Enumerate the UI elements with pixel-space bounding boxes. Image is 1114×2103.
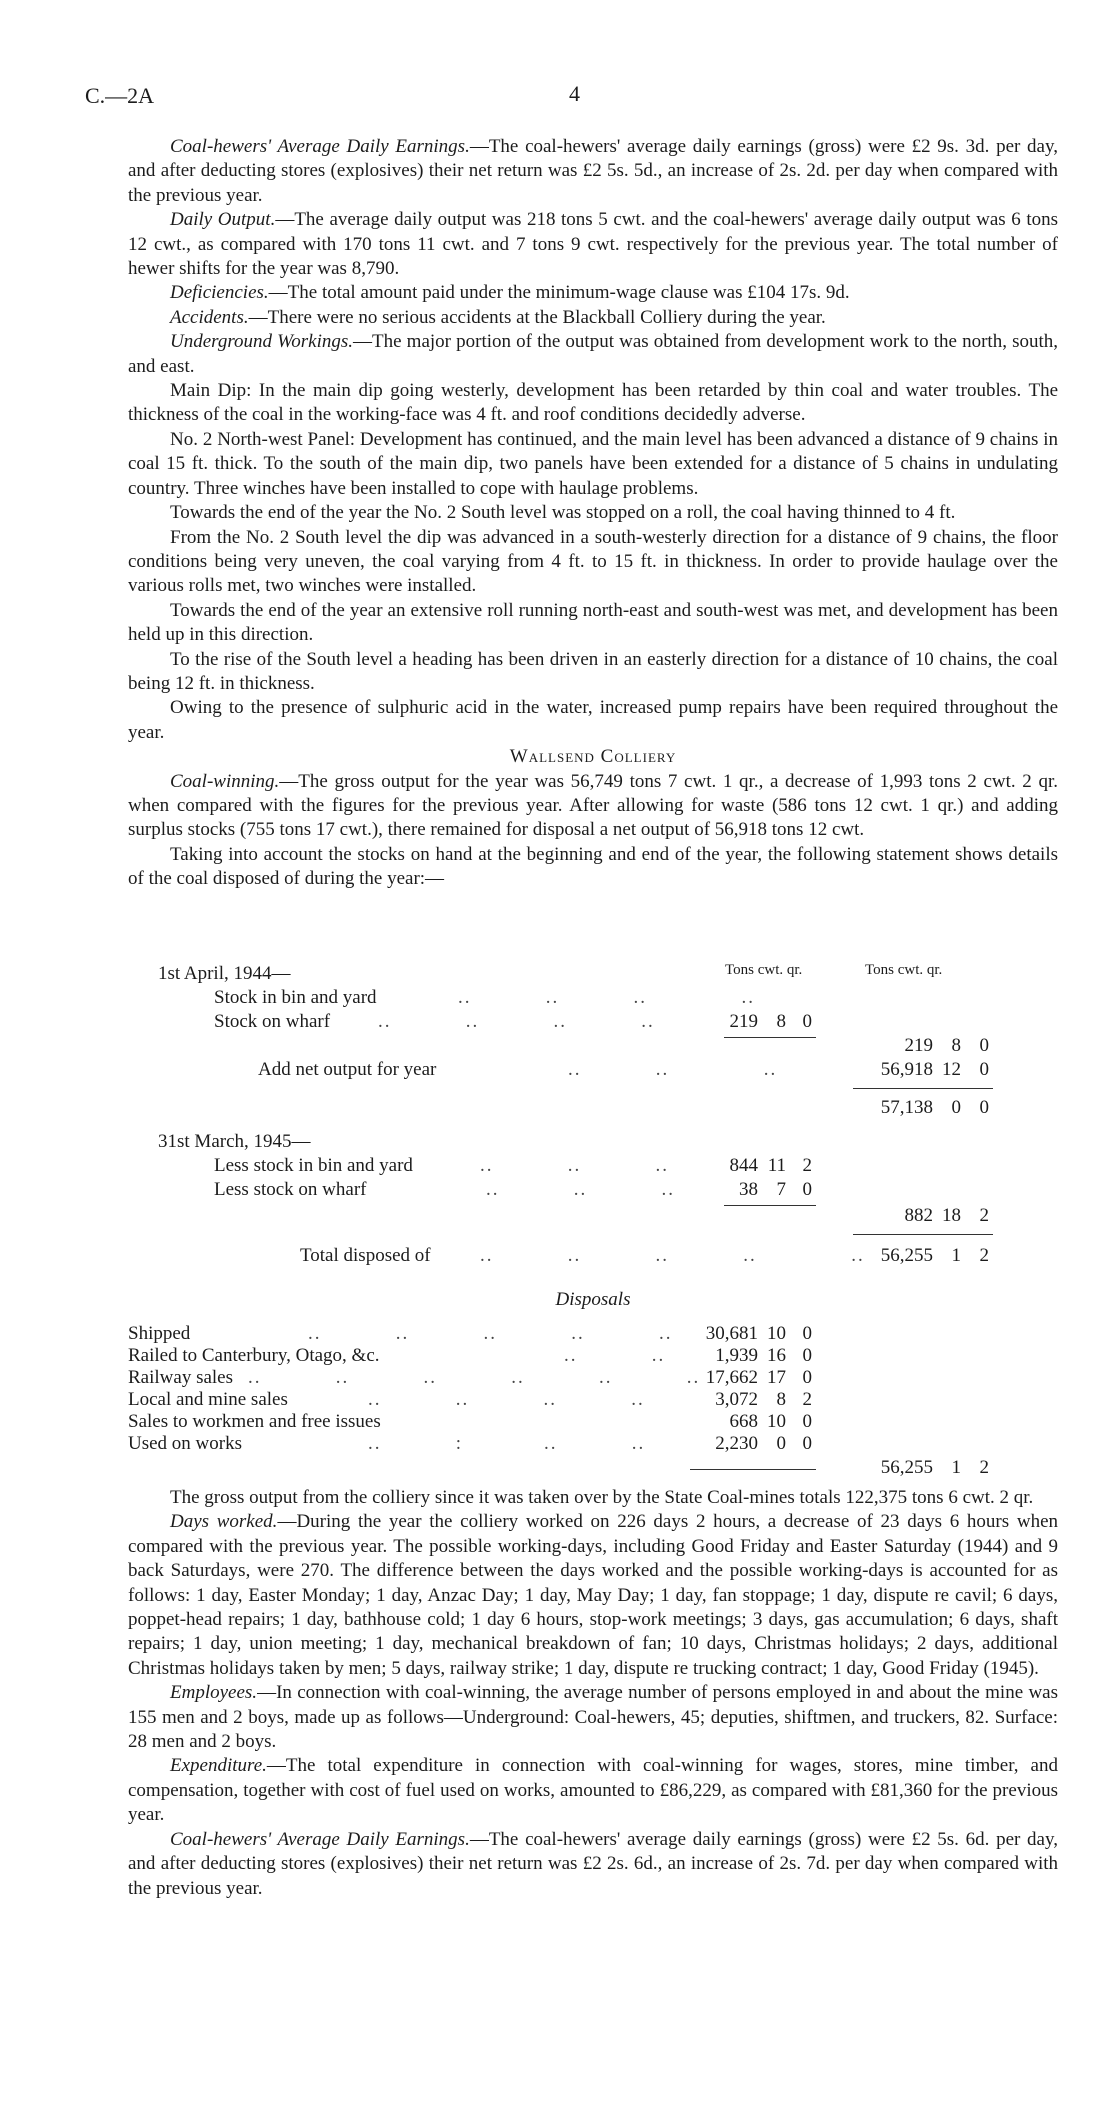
paragraph [128,306,1058,330]
subtotal-rule [724,1205,816,1206]
paragraph-lead: Accidents. [170,306,249,328]
paragraph [128,1828,1058,1901]
subtotal-rule [853,1234,993,1235]
value-tons: 2,230 [715,1433,758,1454]
coal-statement: Tons cwt. qr. Tons cwt. qr. 1st April, 1944— Stock in bin and yard .. .. .. .. Stock on wharf .. .. .. .. 219 8 0 219 8 0 Add net output for year .. .. .. 56,918 12 0 57,138 0 0 31st March, 1945— Less stock in bin and yard .. .. .. 844 11 2 Less stock on wharf .. .. .. 38 7 0 882 18 2 Total disposed of .. .. .. .. .. 56,255 1 2 Disposals Shipped .. .. .. .. .. 30,681 10 0 Railed to Canterbury, Otago, &c. .. .. 1,939 16 0 Railway sales .. .. .. .. .. .. 17,662 17 0 Local and mine sales .. .. .. .. 3,072 8 2 Sales to workmen and free issues 668 10 0 Used on works .. : .. .. 2,230 0 0 [128,958,1058,1453]
disposal-label: Sales to workmen and free issues [128,1411,381,1432]
date-heading: 1st April, 1944— [158,963,291,984]
subtotal-rule [724,1037,816,1038]
paragraph [128,1486,1058,1510]
value-qr: 0 [802,1345,812,1366]
value-tons: 30,681 [705,1323,758,1344]
value-tons: 3,072 [715,1389,758,1410]
paragraph-text: To the rise of the South level a heading has been driven in an easterly direction for a distance of 10 chains, the coal being 12 ft. in thickness. [128,648,1058,694]
paragraph [128,648,1058,697]
value-qr: 0 [802,1433,812,1454]
paragraph-lead: Expenditure. [170,1755,267,1777]
value-cwt: 8 [951,1035,961,1056]
value-cwt: 1 [951,1245,961,1266]
paragraph-text: —The average daily output was 218 tons 5 cwt. and the coal-hewers' average daily output was 6 tons 12 cwt., as compared with 170 tons 11 cwt. and 7 tons 9 cwt. respectively for the previous year. The total number of hewer shifts for the year was 8,790. [128,209,1058,280]
paragraph-lead: Coal-hewers' Average Daily Earnings. [170,136,470,157]
value-qr: 0 [979,1059,989,1080]
paragraph-text: —The coal-hewers' average daily earnings (gross) were £2 9s. 3d. per day, and after deducting stores (explosives) their net return was £2 5s. 5d., an increase of 2s. 2d. per day when compared with the previous year. [128,136,1058,206]
disposal-label: Railed to Canterbury, Otago, &c. [128,1345,380,1366]
value-qr: 2 [802,1389,812,1410]
value-qr: 0 [802,1323,812,1344]
subtotal-rule [690,1469,816,1470]
column-header: Tons cwt. qr. [725,962,803,978]
value-tons: 882 [904,1205,933,1226]
paragraph-text: No. 2 North-west Panel: Development has continued, and the main level has been advanced a distance of 9 chains in coal 15 ft. thick. To the south of the main dip, two panels have been extended for a distance of 5 chains in undulating country. Three winches have been installed to cope with haulage problems. [128,428,1058,499]
disposal-label: Railway sales [128,1367,234,1388]
disposals-title: Disposals [555,1289,631,1310]
paragraph-lead: Underground Workings. [170,331,353,353]
value-tons: 56,255 [880,1245,933,1266]
paragraph-text: Owing to the presence of sulphuric acid in the water, increased pump repairs have been required throughout the year. [128,697,1058,743]
value-cwt: 12 [942,1059,961,1080]
paragraph-text: —The major portion of the output was obtained from development work to the north, south, and east. [128,331,1058,377]
paragraph-lead: Coal-hewers' Average Daily Earnings. [170,1828,470,1850]
row-label: Add net output for year [258,1059,437,1080]
paragraph [128,1754,1058,1827]
value-qr: 0 [979,1035,989,1056]
value-cwt: 18 [942,1205,961,1226]
value-qr: 0 [802,1411,812,1432]
value-tons: 668 [729,1411,758,1432]
paragraph-lead: Employees. [170,1682,258,1704]
paragraph-text: —The total expenditure in connection with coal-winning for wages, stores, mine timber, and compensation, together with cost of fuel used on works, amounted to £86,229, as compared with £81,360 for the previous year. [128,1755,1058,1826]
paragraph-lead: Daily Output. [170,209,276,231]
paragraph [128,696,1058,745]
value-cwt: 8 [776,1011,786,1032]
disposal-label: Local and mine sales [128,1389,288,1410]
value-tons: 1,939 [715,1345,758,1366]
paragraph-text: —The coal-hewers' average daily earnings (gross) were £2 5s. 6d. per day, and after deducting stores (explosives) their net return was £2 2s. 6d., an increase of 2s. 7d. per day when compared with the previous year. [128,1828,1058,1899]
paragraph [128,135,1058,208]
value-cwt: 1 [951,1457,961,1478]
paragraph-text: From the No. 2 South level the dip was advanced in a south-westerly direction for a distance of 9 chains, the floor conditions being very uneven, the coal varying from 4 ft. to 15 ft. in thickness. In order to provide haulage over the various rolls met, two winches were installed. [128,526,1058,597]
value-cwt: 0 [776,1433,786,1454]
value-qr: 2 [979,1205,989,1226]
paragraph-text: —The gross output for the year was 56,749 tons 7 cwt. 1 qr., a decrease of 1,993 tons 2 cwt. 2 qr. when compared with the figures for the previous year. After allowing for waste (586 tons 12 cwt. 1 qr.) and adding surplus stocks (755 tons 17 cwt.), there remained for disposal a net output of 56,918 tons 12 cwt. [128,770,1058,841]
value-tons: 219 [729,1011,758,1032]
paragraph [128,208,1058,281]
row-label: Less stock on wharf [214,1179,367,1200]
value-tons: 57,138 [880,1097,933,1118]
value-tons: 56,918 [880,1059,933,1080]
value-cwt: 0 [951,1097,961,1118]
value-qr: 2 [979,1457,989,1478]
value-qr: 0 [802,1367,812,1388]
value-cwt: 10 [767,1323,786,1344]
paragraph [128,281,1058,305]
paragraph-text: Taking into account the stocks on hand at the beginning and end of the year, the following statement shows details of the coal disposed of during the year:— [128,843,1058,890]
value-cwt: 16 [767,1345,786,1366]
paragraph [128,599,1058,648]
value-qr: 0 [802,1011,812,1032]
paragraph [128,1681,1058,1754]
value-qr: 0 [802,1179,812,1200]
value-tons: 38 [739,1179,758,1200]
row-label: Stock in bin and yard [214,987,377,1008]
paragraph-text: —In connection with coal-winning, the average number of persons employed in and about the mine was 155 men and 2 boys, made up as follows—Underground: Coal-hewers, 45; deputies, shiftmen, and truckers, 82. Surface: 28 men and 2 boys. [128,1682,1058,1753]
value-cwt: 8 [776,1389,786,1410]
value-cwt: 17 [767,1367,786,1388]
report-reference: C.—2A [85,83,155,108]
value-tons: 17,662 [705,1367,758,1388]
disposal-label: Used on works [128,1433,242,1454]
value-qr: 2 [979,1245,989,1266]
paragraph-text: Main Dip: In the main dip going westerly, development has been retarded by thin coal and water troubles. The thickness of the coal in the working-face was 4 ft. and roof conditions decidedly adverse. [128,380,1058,426]
paragraph [128,379,1058,428]
column-header: Tons cwt. qr. [865,962,943,978]
paragraph-text: —During the year the colliery worked on 226 days 2 hours, a decrease of 23 days 6 hours when compared with the previous year. The possible working-days, including Good Friday and Easter Saturday (1944) and 9 back Saturdays, were 270. The difference between the days worked and the possible working-days is accounted for as follows: 1 day, Easter Monday; 1 day, Anzac Day; 1 day, May Day; 1 day, fan stoppage; 1 day, dispute re cavil; 6 days, poppet-head repairs; 1 day, bathhouse cold; 1 day 6 hours, stop-work meetings; 3 days, gas accumulation; 6 days, shaft repairs; 1 day, union meeting; 1 day, mechanical breakdown of fan; 10 days, Christmas holidays; 2 days, additional Christmas holidays taken by men; 5 days, railway strike; 1 day, dispute re trucking contract; 1 day, Good Friday (1945). [128,1511,1059,1679]
page-number: 4 [569,81,580,106]
paragraph [128,501,1058,525]
value-tons: 844 [729,1155,758,1176]
closing-section [128,1486,1058,1901]
value-cwt: 7 [776,1179,786,1200]
paragraph-text: The gross output from the colliery since it was taken over by the State Coal-mines totals 122,375 tons 6 cwt. 2 qr. [170,1487,1034,1508]
paragraph [128,1510,1058,1681]
subtotal-rule [853,1088,993,1089]
paragraph-lead: Days worked. [170,1511,278,1533]
value-tons: 56,255 [880,1457,933,1478]
section-title: Wallsend Colliery [509,746,677,768]
paragraph [128,770,1058,843]
value-tons: 219 [904,1035,933,1056]
value-cwt: 11 [767,1155,786,1176]
paragraph [128,843,1058,892]
value-qr: 0 [979,1097,989,1118]
paragraph [128,330,1058,379]
disposal-label: Shipped [128,1323,191,1344]
paragraph-text: —There were no serious accidents at the Blackball Colliery during the year. [248,306,826,328]
paragraph [128,526,1058,599]
date-heading: 31st March, 1945— [158,1131,311,1152]
row-label: Stock on wharf [214,1011,331,1032]
paragraph-lead: Coal-winning. [170,770,280,792]
paragraph-lead: Deficiencies. [170,282,269,304]
intro-section [128,135,1058,892]
value-cwt: 10 [767,1411,786,1432]
row-label: Total disposed of [300,1245,431,1266]
value-qr: 2 [802,1155,812,1176]
paragraph-text: Towards the end of the year an extensive roll running north-east and south-west was met, and development has been held up in this direction. [128,599,1058,646]
row-label: Less stock in bin and yard [214,1155,413,1176]
paragraph [128,428,1058,501]
paragraph-text: —The total amount paid under the minimum-wage clause was £104 17s. 9d. [268,282,850,304]
paragraph-text: Towards the end of the year the No. 2 South level was stopped on a roll, the coal having thinned to 4 ft. [170,502,956,524]
